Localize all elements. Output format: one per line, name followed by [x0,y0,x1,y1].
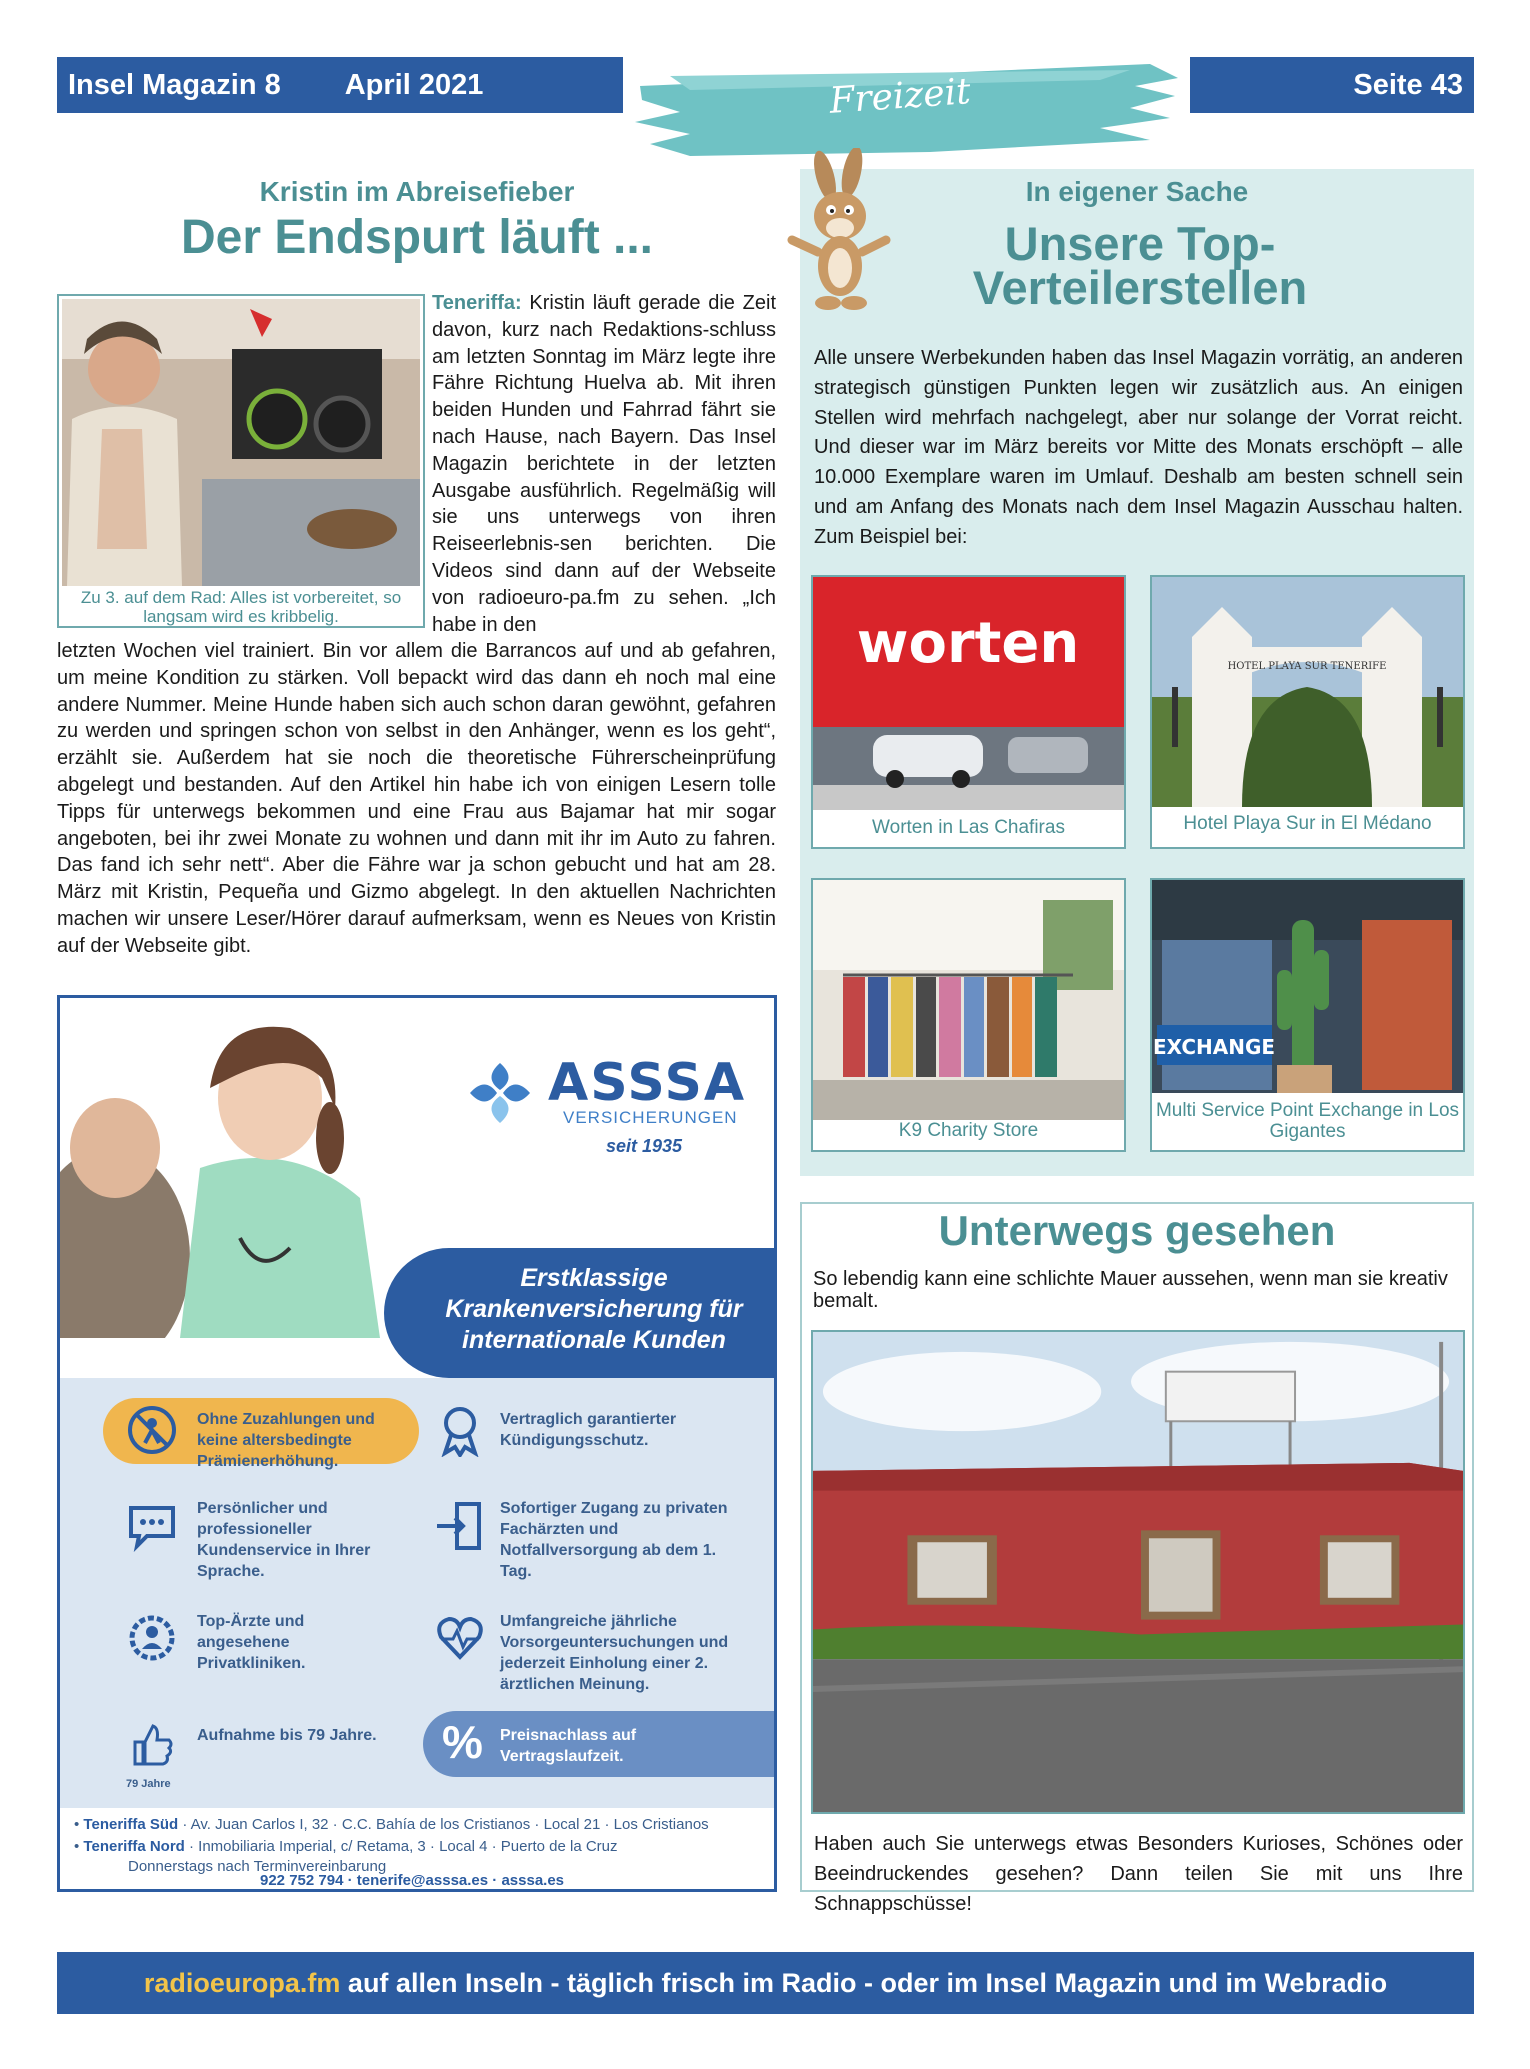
heart-pulse-icon [433,1611,487,1665]
hotel-sign: HOTEL PLAYA SUR TENERIFE [1227,661,1387,672]
exchange-sign: EXCHANGE [1152,1035,1276,1059]
speech-bubble-icon [125,1498,179,1552]
asssa-advertisement[interactable] [57,995,777,1892]
ad-brand-subtitle: VERSICHERUNGEN [563,1108,738,1127]
ad-south-address: · Av. Juan Carlos I, 32 · C.C. Bahía de los Cristianos · Local 21 · Los Cristianos [182,1816,709,1833]
k9-store-image [813,880,1124,1120]
k9-caption: K9 Charity Store [898,1120,1039,1141]
asssa-logo-icon [465,1058,535,1128]
nurse-photo [60,998,390,1338]
ad-brand-since: seit 1935 [606,1136,683,1156]
no-surcharge-icon [125,1403,179,1457]
article-body-column [432,290,776,638]
header-bar-left [57,57,623,113]
feature-checkups: Umfangreiche jährliche Vorsorgeuntersuchungen und jederzeit Einholung einer 2. ärztlichen Meinung. [500,1613,729,1693]
footer-bar [57,1952,1474,2014]
photo-k9-charity [811,878,1126,1152]
ad-south-label: Teneriffa Süd [83,1816,179,1833]
unterwegs-title: Unterwegs gesehen [938,1207,1336,1254]
ad-address-north: • Teneriffa Nord · Inmobiliaria Imperial, c/ Retama, 3 · Local 4 · Puerto de la Cruz [74,1838,618,1855]
ad-north-hours: Donnerstags nach Terminvereinbarung [128,1858,387,1875]
kristin-photo-caption: Zu 3. auf dem Rad: Alles ist vorbereitet, so langsam wird es kribbelig. [80,588,402,626]
feature-access: Sofortiger Zugang zu privaten Fachärzten und Notfallversorgung ab dem 1. Tag. [500,1500,728,1580]
feature-top-doctors: Top-Ärzte und angesehene Privatkliniken. [197,1613,306,1672]
magazine-title: Insel Magazin 8 [68,68,281,101]
photo-exchange-gigantes [1150,878,1465,1152]
ad-address-south: • Teneriffa Süd · Av. Juan Carlos I, 32 · C.C. Bahía de los Cristianos · Local 21 · Los Cristianos [74,1816,709,1833]
ad-brand-name: ASSSA [548,1053,747,1113]
feature-age-limit: Aufnahme bis 79 Jahre. [197,1727,377,1744]
page-number: Seite 43 [1190,57,1474,113]
worten-sign: worten [856,611,1080,676]
door-entry-icon [433,1498,487,1552]
distribution-text: Alle unsere Werbekunden haben das Insel Magazin vorrätig, an anderen strategisch günstigen Punkten legen wir zusätzlich aus. An einigen Stellen wird mehrfach nachgelegt, aber nur solange der Vorrat reicht. Und dieser war im März bereits vor Mitte des Monats erschöpft – alle 10.000 Exemplare waren im Umlauf. Deshalb am besten schnell sein und am Anfang des Monats nach dem Insel Magazin Ausschau halten. Zum Beispiel bei: [814,347,1463,548]
worten-store-image [813,577,1124,810]
feature-service: Persönlicher und professioneller Kundenservice in Ihrer Sprache. [197,1500,371,1580]
issue-date: April 2021 [344,68,484,101]
article-headline: Der Endspurt läuft ... [180,211,654,264]
ad-north-label: Teneriffa Nord [83,1838,185,1855]
unterwegs-text: Haben auch Sie unterwegs etwas Besonders Kurioses, Schönes oder Beeindruckendes gesehen? Dann teilen Sie mit uns Ihre Schnappschüsse! [814,1833,1463,1915]
hotel-caption: Hotel Playa Sur in El Médano [1183,813,1432,834]
kristin-photo [62,299,420,586]
hotel-archway-image [1152,577,1463,807]
feature-cancellation: Vertraglich garantierter Kündigungsschutz. [500,1411,677,1449]
ad-north-address: · Inmobiliaria Imperial, c/ Retama, 3 · Local 4 · Puerto de la Cruz [189,1838,618,1855]
doctor-laurel-icon [125,1611,179,1665]
percent-icon: % [442,1716,483,1768]
unterwegs-subtitle: So lebendig kann eine schlichte Mauer aussehen, wenn man sie kreativ bemalt. [813,1268,1448,1312]
painted-wall-photo [811,1330,1465,1814]
photo-worten [811,575,1126,849]
ad-top-section [60,998,774,1378]
article-body-full: letzten Wochen viel trainiert. Bin vor allem die Barrancos auf und ab gefahren, um meine Kondition zu stärken. Voll bepackt wird das dann eh noch mal eine andere Nummer. Meine Hunde haben sich auch schon daran gewöhnt, gefahren zu werden und springen schon von selbst in den Anhänger, wenn es los geht“, erzählt sie. Außerdem hat sie noch die theoretische Führerscheinprüfung abgelegt und bestanden. Auf den Artikel hin habe ich von einigen Lesern tolle Tipps für unterwegs bekommen und eine Frau aus Bajamar hat mir sogar angeboten, bei ihr zwei Monate zu wohnen und dann mit ihr im Auto zu fahren. Das fand ich sehr nett“. Aber die Fähre war ja schon gebucht und hat am 28. März mit Kristin, Pequeña und Gizmo abgelegt. In den aktuellen Nachrichten machen wir unsere Leser/Hörer darauf aufmerksam, wenn es Neues von Kristin auf der Webseite gibt. [57,640,776,957]
distribution-kicker: In eigener Sache [1025,176,1249,207]
feature-discount: Preisnachlass auf Vertragslaufzeit. [500,1727,637,1765]
age-icon-label: 79 Jahre [126,1778,171,1790]
distribution-title: Unsere Top-Verteilerstellen [972,217,1308,314]
worten-caption: Worten in Las Chafiras [872,817,1065,838]
thumbs-up-icon [125,1718,179,1772]
article-text-part1: Kristin läuft gerade die Zeit davon, kurz nach Redaktions-schluss am letzten Sonntag im März legte ihre Fähre Richtung Huelva ab. Mit ihren beiden Hunden und Fahrrad fährt sie nach Hause, nach Bayern. Das Insel Magazin berichtete in der letzten Ausgabe ausführlich. Regelmäßig will sie uns unterwegs von ihren Reiseerlebnis-sen berichten. Die Videos sind dann auf der Webseite von radioeuro-pa.fm zu sehen. „Ich habe in den [432,292,777,636]
exchange-office-image [1152,880,1463,1093]
section-label: Freizeit [828,71,972,122]
footer-website-link[interactable]: radioeuropa.fm [143,1967,341,1998]
award-ribbon-icon [433,1403,487,1457]
ad-contact-line[interactable]: 922 752 794 · tenerife@asssa.es · asssa.es [260,1872,565,1889]
ad-slogan: Erstklassige Krankenversicherung für internationale Kunden [384,1248,774,1378]
photo-hotel-playa-sur [1150,575,1465,849]
article-lead-location: Teneriffa: [432,292,522,314]
feature-no-surcharge: Ohne Zuzahlungen und keine altersbedingte Prämienerhöhung. [197,1411,375,1470]
kristin-photo-frame [57,294,425,628]
exchange-caption: Multi Service Point Exchange in Los Gigantes [1155,1100,1460,1142]
article-kicker: Kristin im Abreisefieber [259,176,575,207]
footer-tagline: auf allen Inseln - täglich frisch im Radio - oder im Insel Magazin und im Webradio [340,1967,1388,1998]
